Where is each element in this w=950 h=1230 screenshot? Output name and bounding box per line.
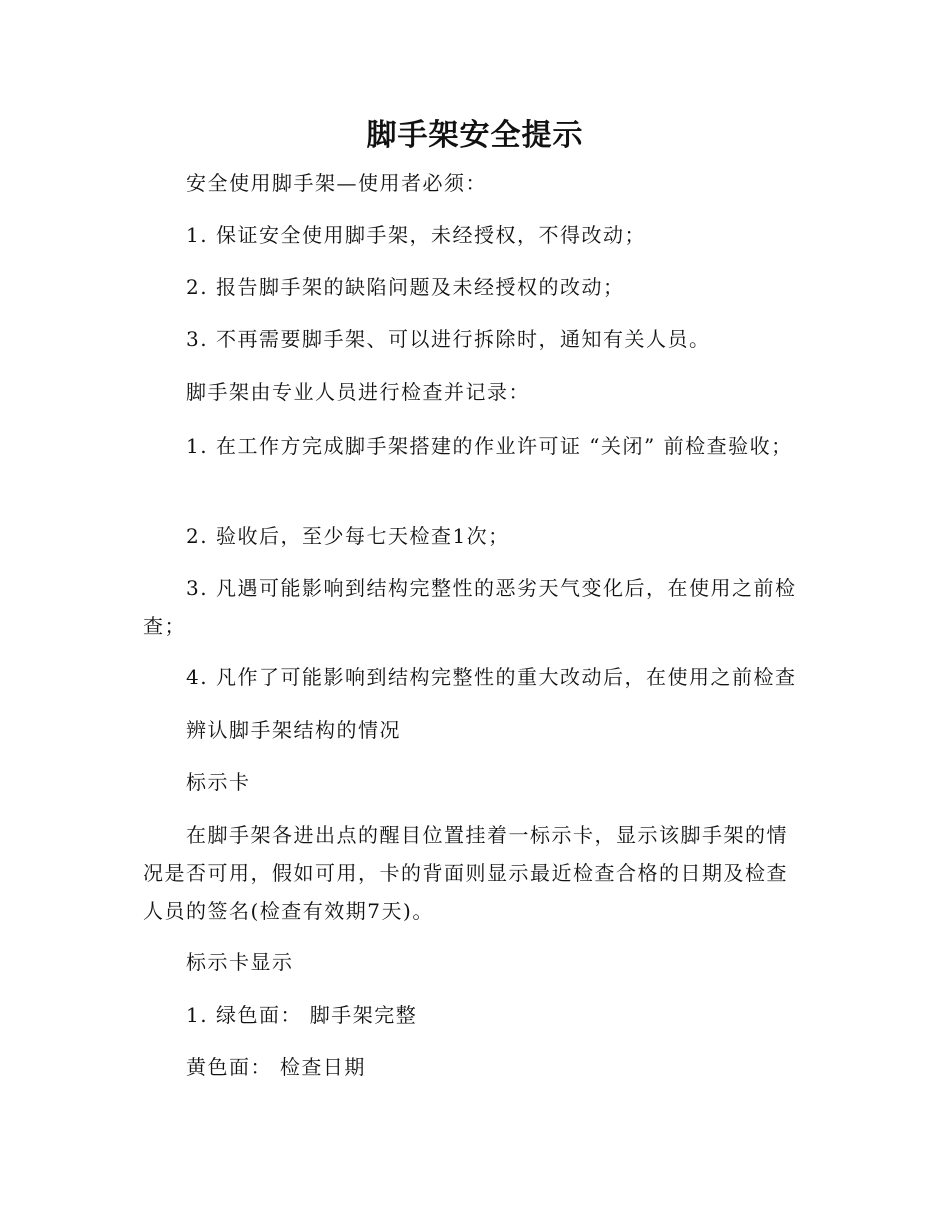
paragraph-intro-inspection: 脚手架由专业人员进行检查并记录： [186,380,530,404]
document-title: 脚手架安全提示 [366,118,584,153]
paragraph-identify-heading: 辨认脚手架结构的情况 [186,718,401,742]
paragraph-yellow-side: 黄色面： 检查日期 [186,1055,366,1079]
paragraph-usage-item-2: 2. 报告脚手架的缺陷问题及未经授权的改动； [186,275,625,299]
paragraph-usage-item-1: 1. 保证安全使用脚手架，未经授权，不得改动； [186,223,646,247]
paragraph-tag-description: 在脚手架各进出点的醒目位置挂着一标示卡，显示该脚手架的情况是否可用，假如可用，卡的背面则显示最近检查合格的日期及检查人员的签名(检查有效期7天)。 [143,823,788,923]
paragraph-inspection-item-1: 1. 在工作方完成脚手架搭建的作业许可证 “关闭” 前检查验收； [186,434,793,458]
paragraph-inspection-item-2: 2. 验收后，至少每七天检查1次； [186,524,510,548]
paragraph-tag-heading: 标示卡 [186,770,251,794]
paragraph-inspection-item-4: 4. 凡作了可能影响到结构完整性的重大改动后，在使用之前检查 [186,665,797,689]
paragraph-inspection-item-3: 3. 凡遇可能影响到结构完整性的恶劣天气变化后，在使用之前检查； [143,576,797,638]
paragraph-tag-display-heading: 标示卡显示 [186,950,294,974]
paragraph-green-side: 1. 绿色面： 脚手架完整 [186,1003,418,1027]
paragraph-usage-item-3: 3. 不再需要脚手架、可以进行拆除时，通知有关人员。 [186,327,711,351]
paragraph-intro-usage: 安全使用脚手架—使用者必须： [186,171,487,195]
